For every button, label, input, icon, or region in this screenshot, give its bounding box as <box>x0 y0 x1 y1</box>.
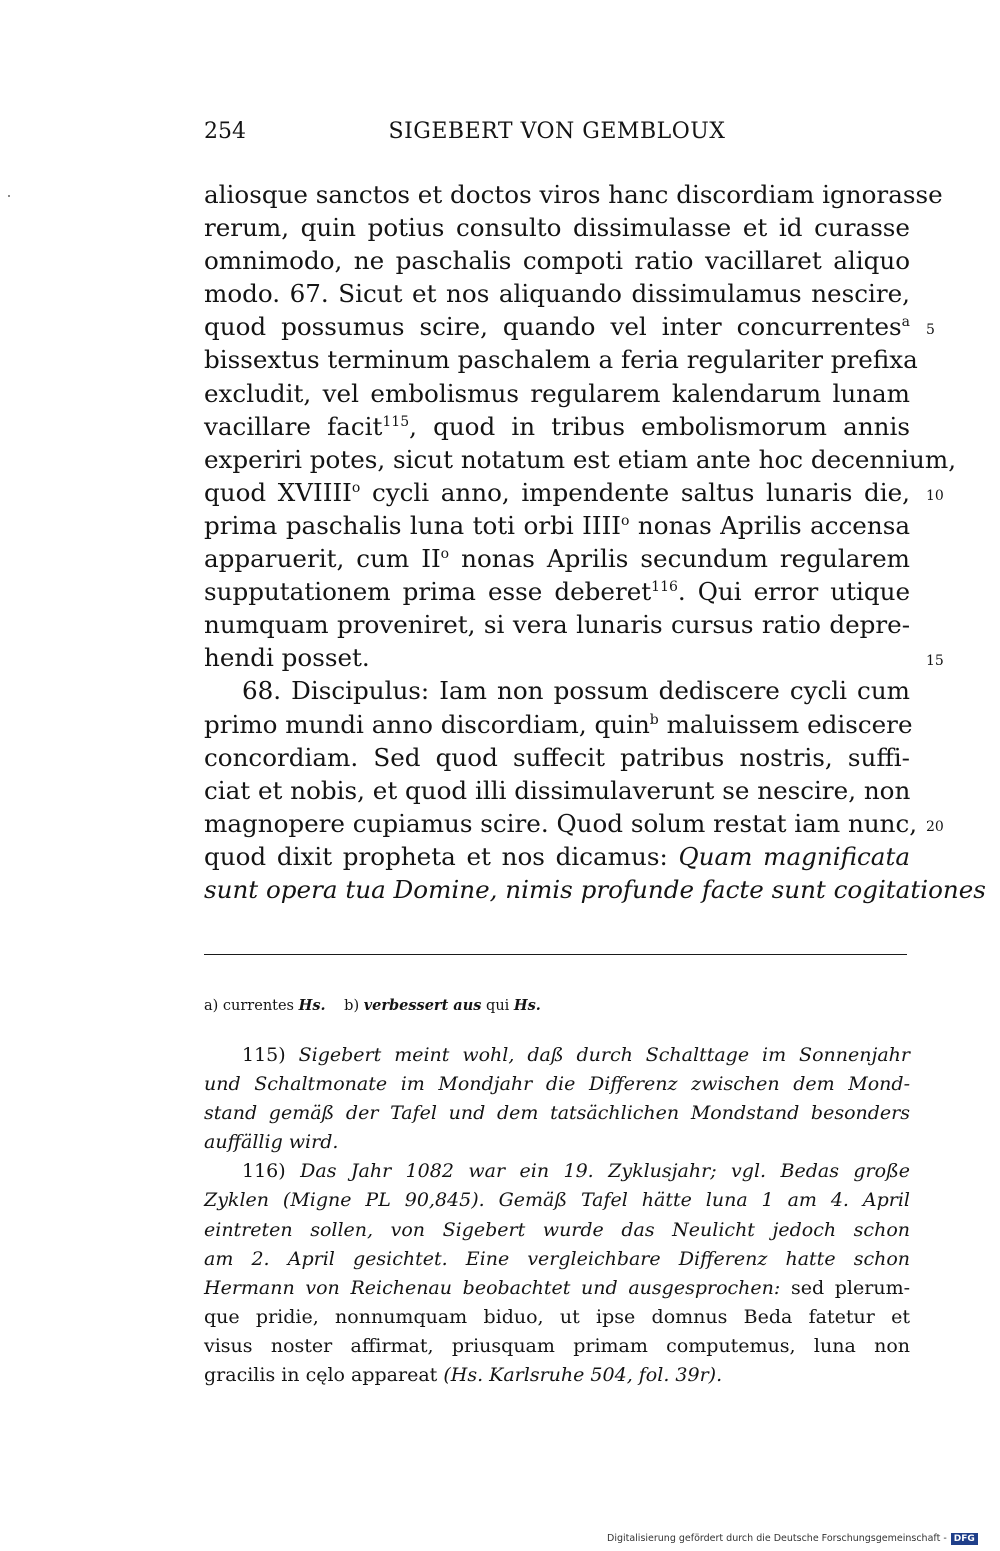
text-line: bissextus terminum paschalem a feria regulariter prefixa <box>204 345 918 375</box>
text-fragment: hendi posset. <box>204 643 370 673</box>
text-line <box>204 873 986 906</box>
manuscript-source: (Hs. Karlsruhe 504, fol. 39r). <box>443 1364 723 1387</box>
text-fragment: quod dixit propheta et nos dicamus: <box>204 841 679 871</box>
apparatus-entry-b: b) <box>344 998 360 1014</box>
note-text: Zyklen (Migne PL 90,845). Gemäß Tafel hätte luna 1 am 4. April <box>204 1189 910 1212</box>
line-number: 15 <box>926 653 944 670</box>
ordinal-mark: o <box>440 546 450 563</box>
text-line: rerum, quin potius consulto dissimulasse et id curasse <box>204 213 910 243</box>
text-fragment: nonas Aprilis secundum regularem <box>449 544 910 574</box>
note-line <box>204 1274 910 1303</box>
footnote-divider <box>204 954 907 955</box>
note-line <box>204 1070 910 1099</box>
note-line <box>204 1128 910 1157</box>
page-header <box>204 116 910 148</box>
ordinal-mark: o <box>621 512 630 529</box>
text-line <box>204 708 913 741</box>
line-number: 10 <box>926 487 944 504</box>
text-fragment: primo mundi anno discordiam, quin <box>204 709 650 739</box>
apparatus-source: Hs. <box>513 997 541 1014</box>
note-line <box>204 1245 910 1274</box>
text-line: modo. 67. Sicut et nos aliquando dissimulamus nescire, <box>204 279 910 309</box>
note-line <box>204 1099 910 1128</box>
text-fragment: , quod in tribus embolismorum annis <box>409 411 910 441</box>
note-line <box>204 1361 910 1390</box>
apparatus-mark: b <box>649 711 659 728</box>
note-line: visus noster affirmat, priusquam primam computemus, luna non <box>204 1334 910 1357</box>
text-fragment: nonas Aprilis accensa <box>629 510 910 540</box>
text-fragment: supputationem prima esse deberet <box>204 577 652 607</box>
commentary-notes <box>204 1041 910 1390</box>
note-text: und Schaltmonate im Mondjahr die Differenz zwischen dem Mond- <box>204 1073 910 1096</box>
text-line <box>204 641 944 674</box>
text-line: concordiam. Sed quod suffecit patribus nostris, suffi- <box>204 742 910 772</box>
note-text: auffällig wird. <box>204 1131 339 1154</box>
note-text: Das Jahr 1082 war ein 19. Zyklusjahr; vgl. Bedas große <box>300 1160 911 1183</box>
text-line <box>204 807 944 840</box>
latin-quotation: gracilis in cęlo appareat <box>204 1364 444 1387</box>
text-line: 68. Discipulus: Iam non possum dediscere cycli cum <box>242 676 910 706</box>
credit-text: Digitalisierung gefördert durch die Deutsche Forschungsgemeinschaft - <box>607 1533 947 1544</box>
text-line <box>204 840 910 873</box>
apparatus-mark: a <box>901 314 910 331</box>
text-line <box>204 575 910 608</box>
note-text: stand gemäß der Tafel und dem tatsächlichen Mondstand besonders <box>204 1102 910 1125</box>
note-line <box>204 1157 910 1186</box>
text-fragment: magnopere cupiamus scire. Quod solum restat iam nunc, <box>204 808 918 838</box>
scan-artifact <box>8 195 10 197</box>
text-fragment: cycli anno, impendente saltus lunaris die, <box>360 477 910 507</box>
note-line <box>204 1186 910 1215</box>
note-text: Hermann von Reichenau beobachtet und ausgesprochen: <box>204 1276 781 1299</box>
critical-apparatus <box>204 996 910 1016</box>
apparatus-source: Hs. <box>298 997 326 1014</box>
text-line: excludit, vel embolismus regularem kalendarum lunam <box>204 378 910 408</box>
page-number: 254 <box>204 119 246 144</box>
italic-quotation: Quam magnificata <box>678 841 911 871</box>
apparatus-word: qui <box>486 998 510 1014</box>
running-title: SIGEBERT VON GEMBLOUX <box>388 119 726 144</box>
note-text: Sigebert meint wohl, daß durch Schalttage im Sonnenjahr <box>298 1044 910 1066</box>
text-line: omnimodo, ne paschalis compoti ratio vacillaret aliquo <box>204 246 910 276</box>
text-line <box>204 476 944 509</box>
text-fragment: prima paschalis luna toti orbi IIII <box>204 510 622 540</box>
main-text <box>204 178 986 906</box>
text-fragment: quod possumus scire, quando vel inter concurrentes <box>204 312 902 342</box>
text-line <box>204 542 910 575</box>
text-line: aliosque sanctos et doctos viros hanc discordiam ignorasse <box>204 180 943 209</box>
note-number: 116) <box>242 1160 286 1183</box>
digitization-credit <box>607 1533 978 1545</box>
note-line <box>204 1041 910 1070</box>
text-line: experiri potes, sicut notatum est etiam ante hoc decennium, <box>204 444 957 474</box>
text-line <box>204 410 910 443</box>
text-fragment: . Qui error utique <box>677 577 910 607</box>
text-fragment: apparuerit, cum II <box>204 544 441 574</box>
text-line: ciat et nobis, et quod illi dissimulaverunt se nescire, non <box>204 775 911 805</box>
note-line: que pridie, nonnumquam biduo, ut ipse domnus Beda fatetur et <box>204 1305 910 1328</box>
ordinal-mark: o <box>351 479 361 496</box>
dfg-logo: DFG <box>951 1533 978 1545</box>
text-line <box>204 310 935 343</box>
text-fragment: vacillare facit <box>204 411 383 441</box>
note-text: eintreten sollen, von Sigebert wurde das Neulicht jedoch schon <box>204 1218 910 1241</box>
note-line <box>204 1216 910 1245</box>
note-text: am 2. April gesichtet. Eine vergleichbare Differenz hatte schon <box>204 1247 910 1270</box>
line-number: 5 <box>926 322 935 339</box>
note-reference: 116 <box>651 579 678 596</box>
note-reference: 115 <box>382 413 410 430</box>
note-number: 115) <box>242 1044 286 1066</box>
text-fragment: quod XVIIII <box>204 477 352 507</box>
italic-quotation: sunt opera tua Domine, nimis profunde facte sunt cogitationes <box>204 874 986 904</box>
latin-quotation: sed plerum- <box>780 1276 911 1299</box>
line-number: 20 <box>926 818 944 835</box>
text-line: numquam proveniret, si vera lunaris cursus ratio depre- <box>204 610 910 640</box>
text-line <box>204 509 910 542</box>
text-fragment: maluissem ediscere <box>658 709 913 739</box>
apparatus-comment: verbessert aus <box>363 997 482 1014</box>
apparatus-entry-a: a) currentes <box>204 998 295 1014</box>
